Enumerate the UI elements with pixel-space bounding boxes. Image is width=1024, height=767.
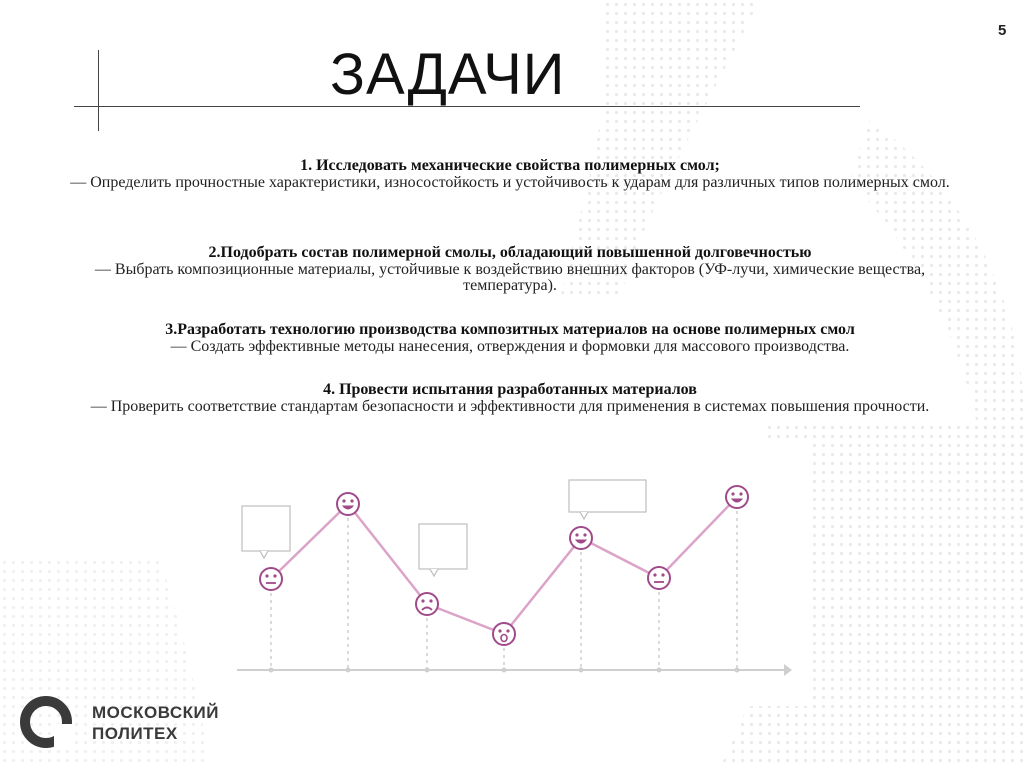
title-vertical-rule [98, 50, 99, 131]
task-description: — Выбрать композиционные материалы, устойчивые к воздействию внешних факторов (УФ-лучи, химические вещества, температура). [94, 261, 926, 294]
face-eye [506, 629, 509, 632]
journey-diagram-canvas [212, 442, 812, 706]
speech-bubble-tail [430, 569, 438, 576]
speech-bubble [419, 524, 467, 569]
face-eye [498, 629, 501, 632]
face-eye [731, 492, 734, 495]
timeline-tick [425, 668, 430, 673]
timeline-tick [502, 668, 507, 673]
face-eye [653, 573, 656, 576]
task-heading: 3.Разработать технологию производства композитных материалов на основе полимерных смол [165, 321, 855, 338]
task-heading: 4. Провести испытания разработанных материалов [323, 381, 697, 398]
face-eye [421, 599, 424, 602]
face-eye [265, 574, 268, 577]
logo-line-1: МОСКОВСКИЙ [92, 703, 219, 722]
task-heading: 1. Исследовать механические свойства полимерных смол; [300, 157, 720, 174]
speech-bubble [242, 506, 290, 551]
task-heading: 2.Подобрать состав полимерной смолы, обладающий повышенной долговечностью [208, 244, 812, 261]
speech-bubble-tail [260, 551, 268, 558]
happy-face-icon [726, 486, 748, 508]
journey-diagram [212, 442, 812, 706]
timeline-tick [735, 668, 740, 673]
timeline-tick [346, 668, 351, 673]
timeline-tick [579, 668, 584, 673]
happy-face-icon [337, 493, 359, 515]
face-eye [429, 599, 432, 602]
page-number: 5 [998, 22, 1007, 39]
face-eye [575, 533, 578, 536]
face-eye [661, 573, 664, 576]
journey-line [271, 497, 737, 634]
moscow-polytech-logo [18, 694, 238, 754]
speech-bubble [569, 480, 646, 512]
face-eye [583, 533, 586, 536]
neutral-face-icon [260, 568, 282, 590]
logo-line-2: ПОЛИТЕХ [92, 724, 178, 743]
neutral-face-icon [648, 567, 670, 589]
task-description: — Создать эффективные методы нанесения, отверждения и формовки для массового производства. [170, 338, 850, 355]
task-item [50, 321, 970, 355]
timeline-axis-arrow [784, 664, 792, 676]
face-eye [739, 492, 742, 495]
task-item [50, 381, 970, 415]
slide-title: ЗАДАЧИ [330, 42, 566, 107]
task-item [50, 157, 970, 191]
face-eye [342, 499, 345, 502]
sad-face-icon [416, 593, 438, 615]
task-description: — Определить прочностные характеристики, износостойкость и устойчивость к ударам для различных типов полимерных смол. [70, 174, 950, 191]
timeline-tick [657, 668, 662, 673]
face-eye [273, 574, 276, 577]
task-item [50, 244, 970, 294]
speech-bubble-tail [580, 512, 588, 519]
face-eye [350, 499, 353, 502]
task-description: — Проверить соответствие стандартам безопасности и эффективности для применения в системах повышения прочности. [90, 398, 930, 415]
polytech-ring-logo-icon [18, 694, 74, 750]
logo-text [92, 702, 219, 744]
timeline-tick [269, 668, 274, 673]
happy-face-icon [570, 527, 592, 549]
